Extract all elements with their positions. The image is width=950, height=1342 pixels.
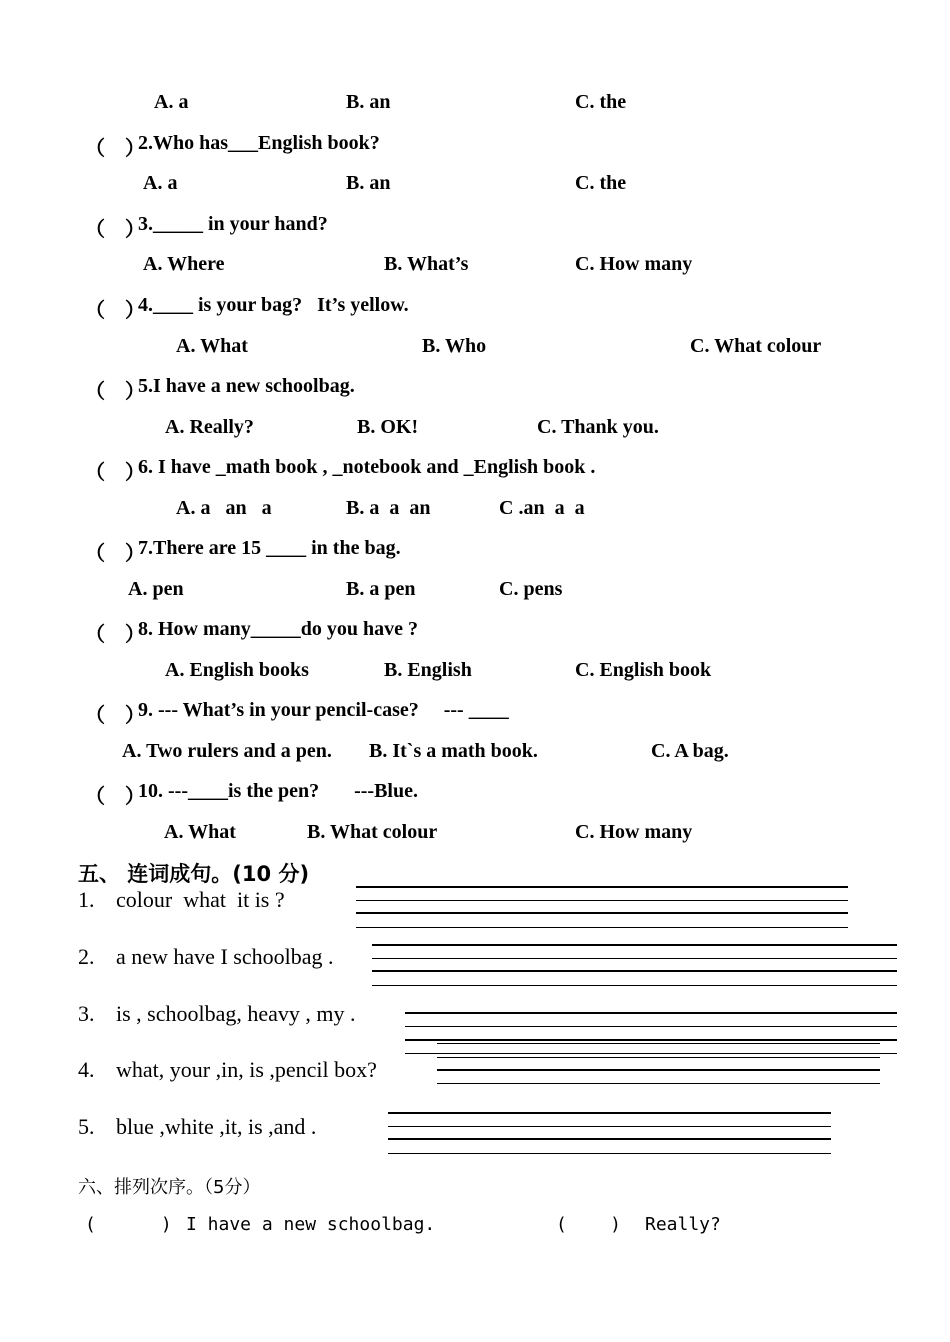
- s5-item1-guide-line: [356, 927, 848, 928]
- q9-answer-paren[interactable]: （ ）: [85, 705, 145, 727]
- s5-item2-number: 2.: [78, 944, 95, 969]
- q9-option-b: B. It`s a math book.: [369, 740, 538, 762]
- s5-item5-number: 5.: [78, 1114, 95, 1139]
- q3-answer-paren[interactable]: （ ）: [85, 219, 145, 241]
- s6-row1-left-paren[interactable]: ( ): [85, 1214, 172, 1235]
- q1-option-c: C. the: [575, 91, 627, 113]
- q10-answer-paren[interactable]: （ ）: [85, 786, 145, 808]
- s6-row1-right-paren[interactable]: ( ): [556, 1214, 622, 1235]
- q4-option-b: B. Who: [422, 335, 487, 357]
- s5-item4-answer-line[interactable]: [437, 1069, 880, 1071]
- s5-item5-guide-line: [388, 1126, 831, 1127]
- q4-stem: 4.____ is your bag? It’s yellow.: [138, 294, 409, 316]
- q5-option-c: C. Thank you.: [537, 416, 659, 438]
- q7-answer-paren[interactable]: （ ）: [85, 543, 145, 565]
- section6-title: 六、排列次序。（5分）: [78, 1177, 261, 1198]
- s5-item2-guide-line: [372, 985, 897, 986]
- s5-item1-number: 1.: [78, 887, 95, 912]
- q5-answer-paren[interactable]: （ ）: [85, 381, 145, 403]
- q10-option-a: A. What: [164, 821, 236, 843]
- s5-item4-words: what, your ,in, is ,pencil box?: [116, 1057, 377, 1082]
- q6-answer-paren[interactable]: （ ）: [85, 462, 145, 484]
- q9-option-c: C. A bag.: [651, 740, 729, 762]
- s5-item5-answer-line[interactable]: [388, 1138, 831, 1140]
- s5-item3-guide-line: [405, 1053, 897, 1054]
- q3-stem: 3._____ in your hand?: [138, 213, 328, 235]
- q7-stem: 7.There are 15 ____ in the bag.: [138, 537, 401, 559]
- q6-option-b: B. a a an: [346, 497, 431, 519]
- s5-item4-guide-line: [437, 1083, 880, 1084]
- q3-option-b: B. What’s: [384, 253, 469, 275]
- s6-row1-right-text: Really?: [645, 1214, 721, 1235]
- s5-item1-answer-line[interactable]: [356, 912, 848, 914]
- q3-option-c: C. How many: [575, 253, 693, 275]
- s5-item3-answer-line[interactable]: [405, 1039, 897, 1041]
- s5-item2-answer-line[interactable]: [372, 944, 897, 946]
- s5-item3-words: is , schoolbag, heavy , my .: [116, 1001, 356, 1026]
- q5-stem: 5.I have a new schoolbag.: [138, 375, 355, 397]
- q6-stem: 6. I have _math book , _notebook and _English book .: [138, 456, 596, 478]
- q9-option-a: A. Two rulers and a pen.: [122, 740, 332, 762]
- q1-option-b: B. an: [346, 91, 391, 113]
- s5-item3-number: 3.: [78, 1001, 95, 1026]
- q5-option-b: B. OK!: [357, 416, 419, 438]
- q10-option-c: C. How many: [575, 821, 693, 843]
- s5-item4-guide-line: [437, 1057, 880, 1058]
- s5-item5-answer-line[interactable]: [388, 1112, 831, 1114]
- s5-item2-guide-line: [372, 958, 897, 959]
- q6-option-a: A. a an a: [176, 497, 272, 519]
- q10-option-b: B. What colour: [307, 821, 438, 843]
- q8-answer-paren[interactable]: （ ）: [85, 624, 145, 646]
- q4-option-a: A. What: [176, 335, 248, 357]
- s5-item5-words: blue ,white ,it, is ,and .: [116, 1114, 317, 1139]
- q2-answer-paren[interactable]: （ ）: [85, 138, 145, 160]
- q2-option-b: B. an: [346, 172, 391, 194]
- q9-stem: 9. --- What’s in your pencil-case? --- ____: [138, 699, 509, 721]
- s5-item4-number: 4.: [78, 1057, 95, 1082]
- q8-option-b: B. English: [384, 659, 472, 681]
- s5-item3-answer-line[interactable]: [405, 1012, 897, 1014]
- q1-option-a: A. a: [154, 91, 189, 113]
- s6-row1-left-text: I have a new schoolbag.: [186, 1214, 436, 1235]
- q7-option-b: B. a pen: [346, 578, 416, 600]
- s5-item1-answer-line[interactable]: [356, 886, 848, 888]
- s5-item4-guide-line: [437, 1043, 880, 1044]
- s5-item2-words: a new have I schoolbag .: [116, 944, 334, 969]
- q10-stem: 10. ---____is the pen? ---Blue.: [138, 780, 418, 802]
- q4-answer-paren[interactable]: （ ）: [85, 300, 145, 322]
- s5-item5-guide-line: [388, 1153, 831, 1154]
- q2-option-a: A. a: [143, 172, 178, 194]
- q3-option-a: A. Where: [143, 253, 225, 275]
- q2-stem: 2.Who has___English book?: [138, 132, 380, 154]
- section5-title: 五、 连词成句。(10 分): [78, 862, 310, 886]
- q4-option-c: C. What colour: [690, 335, 822, 357]
- q8-option-a: A. English books: [165, 659, 309, 681]
- s5-item2-answer-line[interactable]: [372, 970, 897, 972]
- s5-item1-words: colour what it is ?: [116, 887, 285, 912]
- s5-item1-guide-line: [356, 900, 848, 901]
- q7-option-a: A. pen: [128, 578, 184, 600]
- q2-option-c: C. the: [575, 172, 627, 194]
- q6-option-c: C .an a a: [499, 497, 585, 519]
- q5-option-a: A. Really?: [165, 416, 254, 438]
- s5-item3-guide-line: [405, 1026, 897, 1027]
- q7-option-c: C. pens: [499, 578, 563, 600]
- q8-option-c: C. English book: [575, 659, 712, 681]
- q8-stem: 8. How many_____do you have ?: [138, 618, 419, 640]
